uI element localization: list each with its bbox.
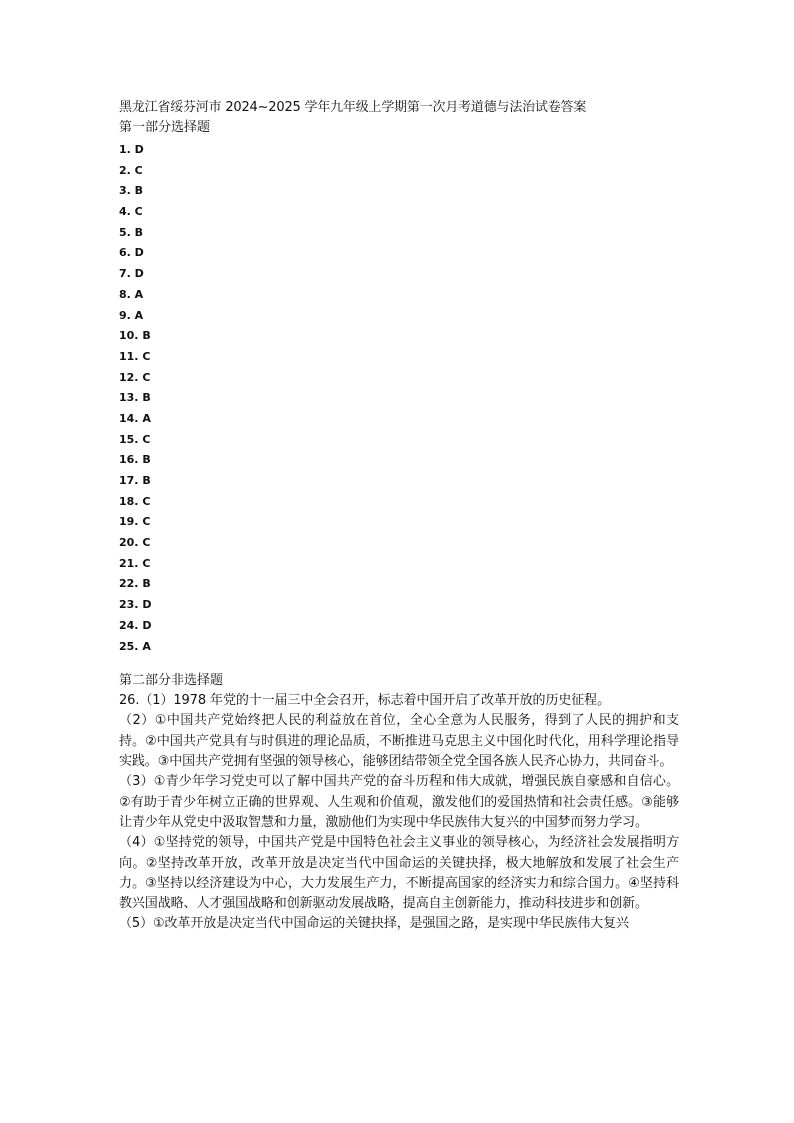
answer-item: 16. B: [119, 453, 151, 467]
answer-item: 24. D: [119, 618, 152, 632]
answer-item: 5. B: [119, 225, 144, 239]
answer-item: 18. C: [119, 494, 151, 508]
answer-paragraph-26-2: （2）①中国共产党始终把人民的利益放在首位，全心全意为人民服务，得到了人民的拥护和支持。②中国共产党具有与时俱进的理论品质，不断推进马克思主义中国化时代化，用科学理论指导实践。③中国共产党拥有坚强的领导核心，能够团结带领全党全国各族人民齐心协力，共同奋斗。: [119, 713, 679, 770]
answer-item: 10. B: [119, 329, 151, 343]
answer-item: 2. C: [119, 163, 143, 177]
answer-item: 14. A: [119, 411, 151, 425]
answer-paragraph-26-3: （3）①青少年学习党史可以了解中国共产党的奋斗历程和伟大成就，增强民族自豪感和自信心。②有助于青少年树立正确的世界观、人生观和价值观，激发他们的爱国热情和社会责任感。③能够让青少年从党史中汲取智慧和力量，激励他们为实现中华民族伟大复兴的中国梦而努力学习。: [119, 774, 679, 830]
answer-item: 7. D: [119, 267, 144, 281]
answer-item: 1. D: [119, 143, 144, 156]
answer-item: 21. C: [119, 556, 151, 570]
answer-item: 20. C: [119, 536, 151, 550]
answer-item: 25. A: [119, 639, 151, 653]
answer-paragraph-26-1: 26.（1）1978 年党的十一届三中全会召开，标志着中国开启了改革开放的历史征程。: [119, 693, 610, 709]
part1-heading: 第一部分选择题: [119, 120, 211, 135]
answer-item: 17. B: [119, 474, 151, 487]
answer-paragraph-26-5: （5）①改革开放是决定当代中国命运的关键抉择，是强国之路，是实现中华民族伟大复兴: [119, 916, 629, 932]
answer-item: 13. B: [119, 391, 151, 405]
answer-item: 4. C: [119, 205, 143, 219]
answer-item: 19. C: [119, 515, 151, 529]
answer-document: [119, 98, 679, 935]
answer-item: 22. B: [119, 577, 151, 591]
answer-paragraph-26-4: （4）①坚持党的领导，中国共产党是中国特色社会主义事业的领导核心，为经济社会发展指明方向。②坚持改革开放，改革开放是决定当代中国命运的关键抉择，极大地解放和发展了社会生产力。③坚持以经济建设为中心，大力发展生产力，不断提高国家的经济实力和综合国力。④坚持科教兴国战略、人才强国战略和创新驱动发展战略，提高自主创新能力，推动科技进步和创新。: [119, 835, 679, 912]
answer-item: 23. D: [119, 598, 152, 612]
part2-heading: 第二部分非选择题: [119, 673, 224, 689]
answer-list: [119, 140, 679, 657]
answer-item: 11. C: [119, 349, 151, 363]
answer-item: 8. A: [119, 287, 144, 301]
answer-item: 3. B: [119, 184, 144, 198]
document-title: 黑龙江省绥芬河市 2024~2025 学年九年级上学期第一次月考道德与法治试卷答案: [119, 100, 587, 115]
answer-item: 15. C: [119, 432, 151, 446]
answer-item: 9. A: [119, 308, 144, 322]
answer-item: 6. D: [119, 246, 144, 260]
answer-item: 12. C: [119, 370, 151, 384]
section-spacer: [119, 657, 679, 671]
